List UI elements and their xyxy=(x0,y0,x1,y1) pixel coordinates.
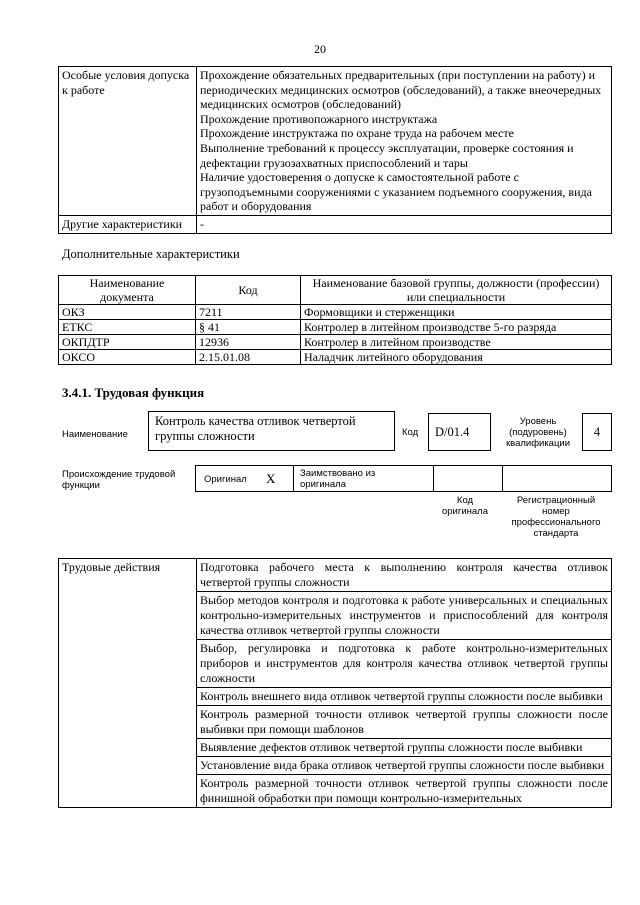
table-cell: 7211 xyxy=(196,305,301,320)
action-item: Контроль размерной точности отливок четвертой группы сложности после финишной обработки при помощи контрольно-измерительных xyxy=(197,775,612,808)
column-header: Наименование базовой группы, должности (профессии) или специальности xyxy=(301,276,612,305)
table-header-row xyxy=(59,276,612,305)
original-mark: X xyxy=(266,471,276,486)
divider xyxy=(502,466,503,491)
additional-characteristics-title: Дополнительные характеристики xyxy=(62,247,240,261)
table-cell: § 41 xyxy=(196,320,301,335)
column-header: Наименование документа xyxy=(59,276,196,305)
other-characteristics-value: - xyxy=(197,215,612,233)
table-row xyxy=(59,67,612,216)
condition-line: Наличие удостоверения о допуске к самостоятельной работе с грузоподъемными сооружениями с указанием подъемного сооружения, вида работ и оборудования xyxy=(200,170,592,214)
table-row xyxy=(59,215,612,233)
condition-line: Выполнение требований к процессу эксплуатации, проверке состояния и дефектации грузозахватных приспособлений и тары xyxy=(200,140,574,170)
table-cell: ОКЗ xyxy=(59,305,196,320)
labor-actions-label: Трудовые действия xyxy=(59,559,197,808)
special-conditions-label: Особые условия допуска к работе xyxy=(59,67,197,216)
table-cell: ЕТКС xyxy=(59,320,196,335)
table-cell: ОКСО xyxy=(59,350,196,365)
action-item: Контроль внешнего вида отливок четвертой группы сложности после выбивки xyxy=(197,688,612,706)
function-code-value: D/01.4 xyxy=(428,413,491,451)
level-value: 4 xyxy=(582,413,612,451)
origin-label: Происхождение трудовой функции xyxy=(62,469,176,491)
function-name-value: Контроль качества отливок четвертой группы сложности xyxy=(148,411,395,451)
table-cell: ОКПДТР xyxy=(59,335,196,350)
action-item: Выбор, регулировка и подготовка к работе контрольно-измерительных приборов и инструментов для контроля качества отливок четвертой группы сложности xyxy=(197,640,612,688)
table-cell: Наладчик литейного оборудования xyxy=(301,350,612,365)
other-characteristics-label: Другие характеристики xyxy=(59,215,197,233)
name-label: Наименование xyxy=(62,429,128,440)
table-cell: Контролер в литейном производстве 5-го разряда xyxy=(301,320,612,335)
origin-row xyxy=(195,465,612,492)
table-row xyxy=(59,305,612,320)
action-item: Контроль размерной точности отливок четвертой группы сложности после выбивки при помощи шаблонов xyxy=(197,706,612,739)
admission-table xyxy=(58,66,612,234)
borrowed-label: Заимствовано из оригинала xyxy=(300,468,376,490)
divider xyxy=(433,466,434,491)
table-row xyxy=(59,335,612,350)
level-label: Уровень (подуровень) квалификации xyxy=(505,416,571,449)
condition-line: Прохождение противопожарного инструктажа xyxy=(200,111,438,126)
reg-number-label: Регистрационный номер профессионального стандарта xyxy=(511,495,601,539)
table-row xyxy=(59,350,612,365)
column-header: Код xyxy=(196,276,301,305)
condition-line: Прохождение обязательных предварительных (при поступлении на работу) и периодических медицинских осмотров (обследований), а также внеочередных медицинских осмотров (обследований) xyxy=(200,68,602,112)
table-row xyxy=(59,320,612,335)
condition-line: Прохождение инструктажа по охране труда на рабочем месте xyxy=(200,126,514,141)
divider xyxy=(293,466,294,491)
labor-function-title: 3.4.1. Трудовая функция xyxy=(62,385,205,400)
table-cell: Контролер в литейном производстве xyxy=(301,335,612,350)
labor-actions-table xyxy=(58,558,612,808)
action-item: Выбор методов контроля и подготовка к работе универсальных и специальных контрольно-измерительных инструментов и приспособлений для контроля качества отливок четвертой группы сложности xyxy=(197,592,612,640)
special-conditions-value xyxy=(197,67,612,216)
table-cell: 12936 xyxy=(196,335,301,350)
original-code-label: Код оригинала xyxy=(441,495,488,517)
additional-characteristics-table xyxy=(58,275,612,365)
code-label: Код xyxy=(402,427,419,438)
page-number: 20 xyxy=(314,42,326,56)
table-row xyxy=(59,559,612,592)
table-cell: 2.15.01.08 xyxy=(196,350,301,365)
action-item: Выявление дефектов отливок четвертой группы сложности после выбивки xyxy=(197,739,612,757)
action-item: Установление вида брака отливок четвертой группы сложности после выбивки xyxy=(197,757,612,775)
original-label: Оригинал xyxy=(204,474,247,485)
action-item: Подготовка рабочего места к выполнению контроля качества отливок четвертой группы сложности xyxy=(197,559,612,592)
table-cell: Формовщики и стерженщики xyxy=(301,305,612,320)
